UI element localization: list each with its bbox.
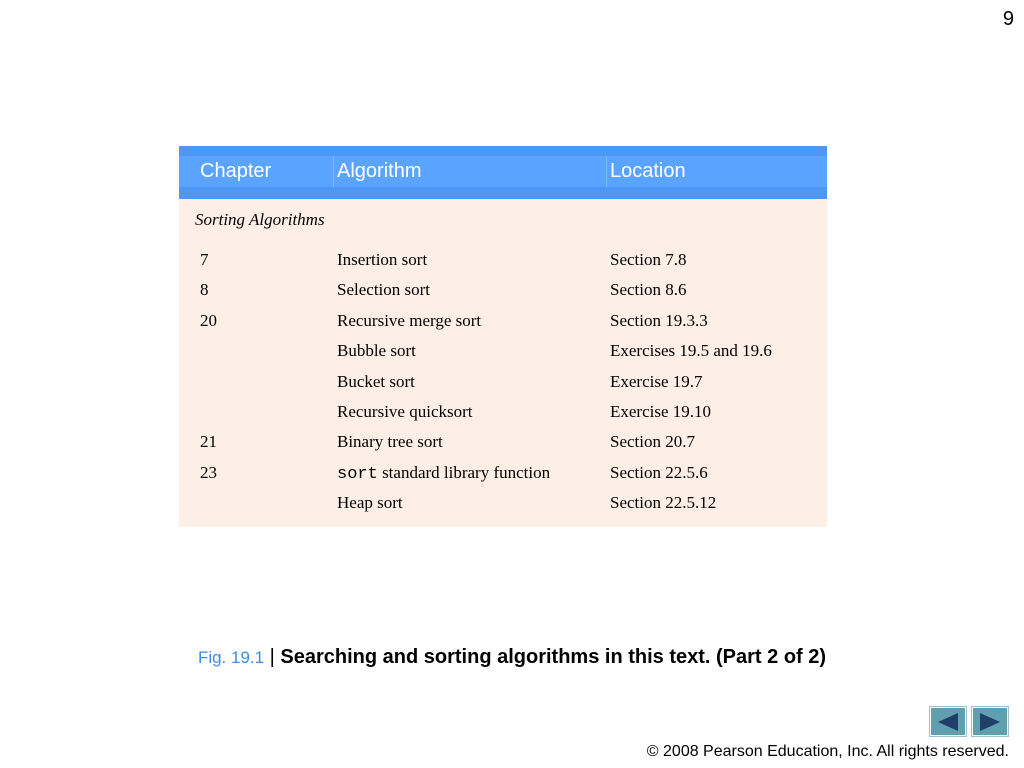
cell-algorithm — [337, 461, 550, 487]
cell-chapter: 8 — [200, 280, 209, 300]
header-algorithm: Algorithm — [337, 160, 422, 182]
table-row — [179, 248, 827, 278]
header-location: Location — [610, 160, 686, 182]
figure-label: Fig. 19.1 — [197, 648, 265, 667]
cell-location: Section 8.6 — [610, 280, 687, 300]
table-row — [179, 339, 827, 369]
cell-chapter: 20 — [200, 310, 217, 330]
previous-slide-button[interactable] — [930, 707, 966, 736]
cell-location: Exercise 19.7 — [610, 371, 703, 391]
table-row — [179, 309, 827, 339]
table-row — [179, 400, 827, 430]
table-row — [179, 461, 827, 491]
cell-location: Section 22.5.6 — [610, 462, 708, 482]
cell-algorithm: Bubble sort — [337, 341, 416, 361]
cell-location: Section 7.8 — [610, 250, 687, 269]
table-header — [179, 146, 827, 199]
figure-caption — [0, 646, 1024, 669]
cell-chapter: 21 — [200, 432, 217, 452]
cell-location: Exercises 19.5 and 19.6 — [610, 341, 772, 361]
cell-algorithm: Selection sort — [337, 280, 431, 300]
table-body — [179, 248, 827, 522]
cell-location: Exercise 19.10 — [610, 401, 712, 421]
copyright-notice: © 2008 Pearson Education, Inc. All rights reserved. — [646, 743, 1009, 760]
caption-separator: | — [264, 646, 281, 668]
caption-text: Searching and sorting algorithms in this text. (Part 2 of 2) — [280, 646, 827, 668]
triangle-left-icon — [938, 713, 958, 731]
next-slide-button[interactable] — [972, 707, 1008, 736]
header-band-bottom — [179, 187, 827, 199]
triangle-right-icon — [980, 713, 1000, 731]
algorithms-table — [179, 146, 827, 527]
header-row — [179, 156, 827, 187]
cell-chapter: 7 — [200, 250, 209, 269]
page-number: 9 — [1002, 8, 1014, 30]
cell-algorithm: Recursive merge sort — [337, 310, 482, 330]
cell-location: Section 20.7 — [610, 432, 695, 452]
table-row — [179, 278, 827, 308]
table-row — [179, 370, 827, 400]
header-divider — [333, 156, 334, 187]
section-label: Sorting Algorithms — [195, 210, 325, 229]
cell-algorithm: Heap sort — [337, 493, 403, 513]
header-divider — [606, 156, 607, 187]
table-row — [179, 491, 827, 521]
cell-algorithm: Binary tree sort — [337, 432, 443, 452]
cell-algorithm: Recursive quicksort — [337, 401, 473, 421]
cell-location: Section 22.5.12 — [610, 493, 717, 513]
cell-algorithm: Insertion sort — [337, 250, 428, 269]
cell-algorithm-text: standard library function — [377, 462, 551, 482]
cell-location: Section 19.3.3 — [610, 310, 708, 330]
cell-algorithm: Bucket sort — [337, 371, 415, 391]
header-band-top — [179, 146, 827, 156]
code-sort: sort — [337, 464, 378, 484]
cell-chapter: 23 — [200, 462, 217, 482]
table-row — [179, 430, 827, 460]
header-chapter: Chapter — [200, 160, 272, 182]
